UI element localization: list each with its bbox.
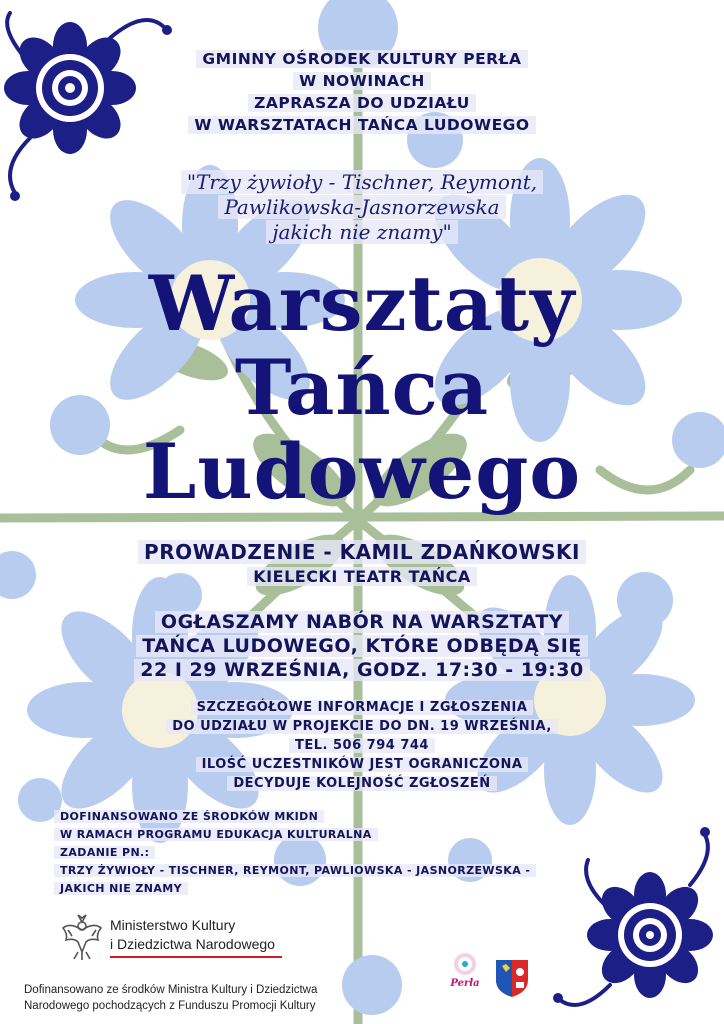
perla-logo-text: Perła (450, 978, 480, 989)
poster-title (0, 259, 724, 516)
ministry-name-line: i Dziedzictwa Narodowego (110, 936, 275, 952)
title-line: Warsztaty (148, 259, 576, 348)
footnote (24, 982, 317, 1014)
quote-line: "Trzy żywioły - Tischner, Reymont, (181, 170, 543, 194)
details-line: DECYDUJE KOLEJNOŚĆ ZGŁOSZEŃ (227, 776, 496, 791)
leader (0, 540, 724, 564)
header (0, 48, 724, 136)
ministry-name-line: Ministerstwo Kultury (110, 917, 236, 933)
funding-line: W RAMACH PROGRAMU EDUKACJA KULTURALNA (54, 828, 378, 841)
funding-line: DOFINANSOWANO ZE ŚRODKÓW MKIDN (54, 810, 324, 823)
funding-line: TRZY ŻYWIOŁY - TISCHNER, REYMONT, PAWLIOWSKA - JASNORZEWSKA - (54, 864, 536, 877)
quote-line: jakich nie znamy" (266, 220, 457, 244)
header-line: W WARSZTATACH TAŃCA LUDOWEGO (188, 116, 535, 134)
ministry-red-bar (110, 956, 282, 958)
coat-of-arms-icon (494, 958, 530, 998)
announcement-line: OGŁASZAMY NABÓR NA WARSZTATY (155, 611, 569, 633)
perla-logo (440, 950, 490, 1002)
details (0, 698, 724, 793)
ministry-name (110, 916, 275, 954)
header-line: GMINNY OŚRODEK KULTURY PERŁA (196, 50, 527, 68)
funding-line: JAKICH NIE ZNAMY (54, 882, 188, 895)
announcement-line: 22 I 29 WRZEŚNIA, GODZ. 17:30 - 19:30 (134, 659, 589, 681)
header-line: W NOWINACH (293, 72, 431, 90)
theatre (0, 566, 724, 588)
ministry-logo (60, 912, 300, 968)
header-line: ZAPRASZA DO UDZIAŁU (248, 94, 476, 112)
quote (0, 170, 724, 245)
announcement-line: TAŃCA LUDOWEGO, KTÓRE ODBĘDĄ SIĘ (136, 635, 588, 657)
announcement (0, 610, 724, 682)
theatre-name: KIELECKI TEATR TAŃCA (247, 567, 476, 586)
perla-logo-icon (440, 950, 490, 980)
folk-ornament-bottom-right (553, 827, 713, 1005)
title-line: Tańca (234, 343, 490, 432)
funding-line: ZADANIE PN.: (54, 846, 155, 859)
details-line: DO UDZIAŁU W PROJEKCIE DO DN. 19 WRZEŚNIA, (166, 719, 558, 734)
title-line: Ludowego (142, 427, 582, 516)
details-line: SZCZEGÓŁOWE INFORMACJE I ZGŁOSZENIA (191, 700, 534, 715)
footnote-line: Narodowego pochodzących z Funduszu Promocji Kultury (24, 1000, 316, 1012)
details-line: ILOŚĆ UCZESTNIKÓW JEST OGRANICZONA (196, 757, 529, 772)
funding-info (54, 808, 536, 898)
details-line: TEL. 506 794 744 (289, 738, 435, 753)
quote-line: Pawlikowska-Jasnorzewska (218, 195, 505, 219)
footnote-line: Dofinansowano ze środków Ministra Kultury i Dziedzictwa (24, 984, 318, 996)
leader-name: PROWADZENIE - KAMIL ZDAŃKOWSKI (138, 540, 586, 564)
white-eagle-icon (60, 912, 104, 962)
